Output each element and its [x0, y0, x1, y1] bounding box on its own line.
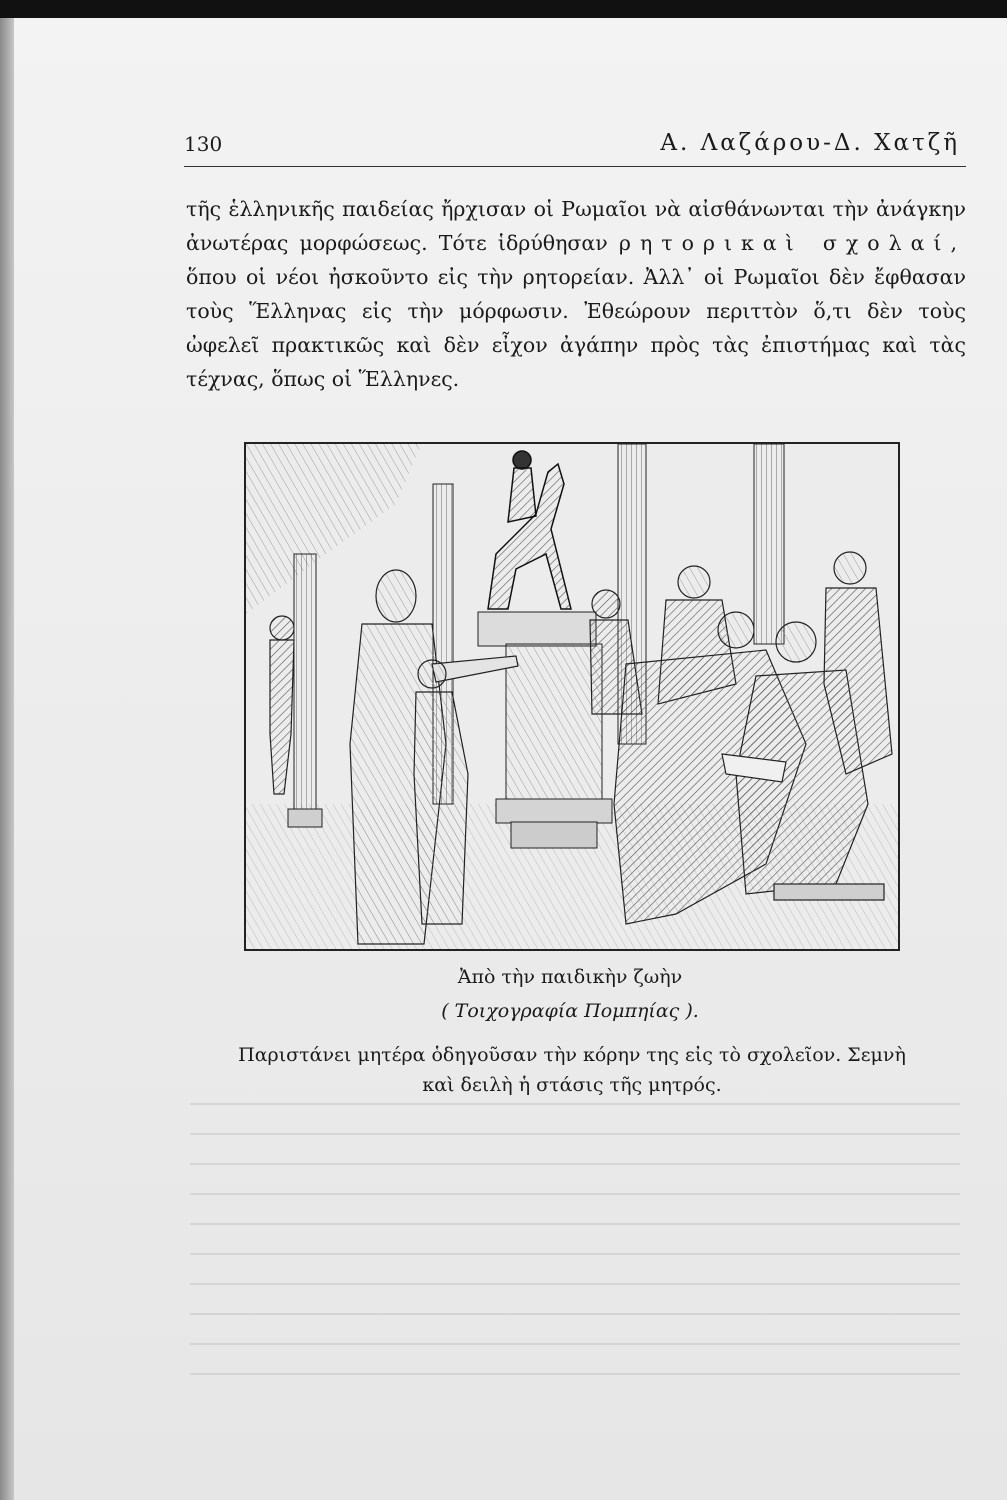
- body-line-text: ἀνωτέρας μορφώσεως. Τότε ἱδρύθησαν: [186, 231, 608, 255]
- body-line: [186, 226, 966, 260]
- caption-desc-line: Παριστάνει μητέρα ὁδηγοῦσαν τὴν κόρην της εἰς τὸ σχολεῖον. Σεμνὴ: [238, 1044, 906, 1066]
- running-head: Α. Λαζάρου-Δ. Χατζῆ: [660, 130, 960, 156]
- show-through-text-texture: [190, 1085, 960, 1385]
- body-line: τῆς ἑλληνικῆς παιδείας ἤρχισαν οἱ Ρωμαῖοι νὰ αἰσθάνωνται τὴν ἀνάγκην: [186, 197, 966, 221]
- body-line: τοὺς Ἕλληνας εἰς τὴν μόρφωσιν. Ἐθεώρουν περιττὸν ὅ,τι δὲν τοὺς: [186, 299, 966, 323]
- caption-desc-line: καὶ δειλὴ ἡ στάσις τῆς μητρός.: [422, 1074, 722, 1096]
- engraving-illustration: [246, 444, 898, 949]
- body-line: τέχνας, ὅπως οἱ Ἕλληνες.: [186, 367, 460, 391]
- page-number: 130: [184, 132, 223, 156]
- emphasized-term: ρητορικαὶ σχολαί,: [618, 231, 966, 255]
- pompeii-fresco-engraving: [244, 442, 900, 951]
- body-line: ὠφελεῖ πρακτικῶς καὶ δὲν εἶχον ἀγάπην πρὸς τὰς ἐπιστήμας καὶ τὰς: [186, 333, 966, 357]
- body-paragraph: [186, 192, 966, 396]
- figure-caption-title: Ἀπὸ τὴν παιδικὴν ζωὴν: [457, 966, 683, 988]
- figure-caption-source: ( Τοιχογραφία Πομπηίας ).: [441, 1000, 699, 1022]
- page-header: [184, 130, 966, 167]
- body-line: ὅπου οἱ νέοι ἠσκοῦντο εἰς τὴν ρητορείαν. Ἀλλ᾽ οἱ Ρωμαῖοι δὲν ἔφθασαν: [186, 265, 966, 289]
